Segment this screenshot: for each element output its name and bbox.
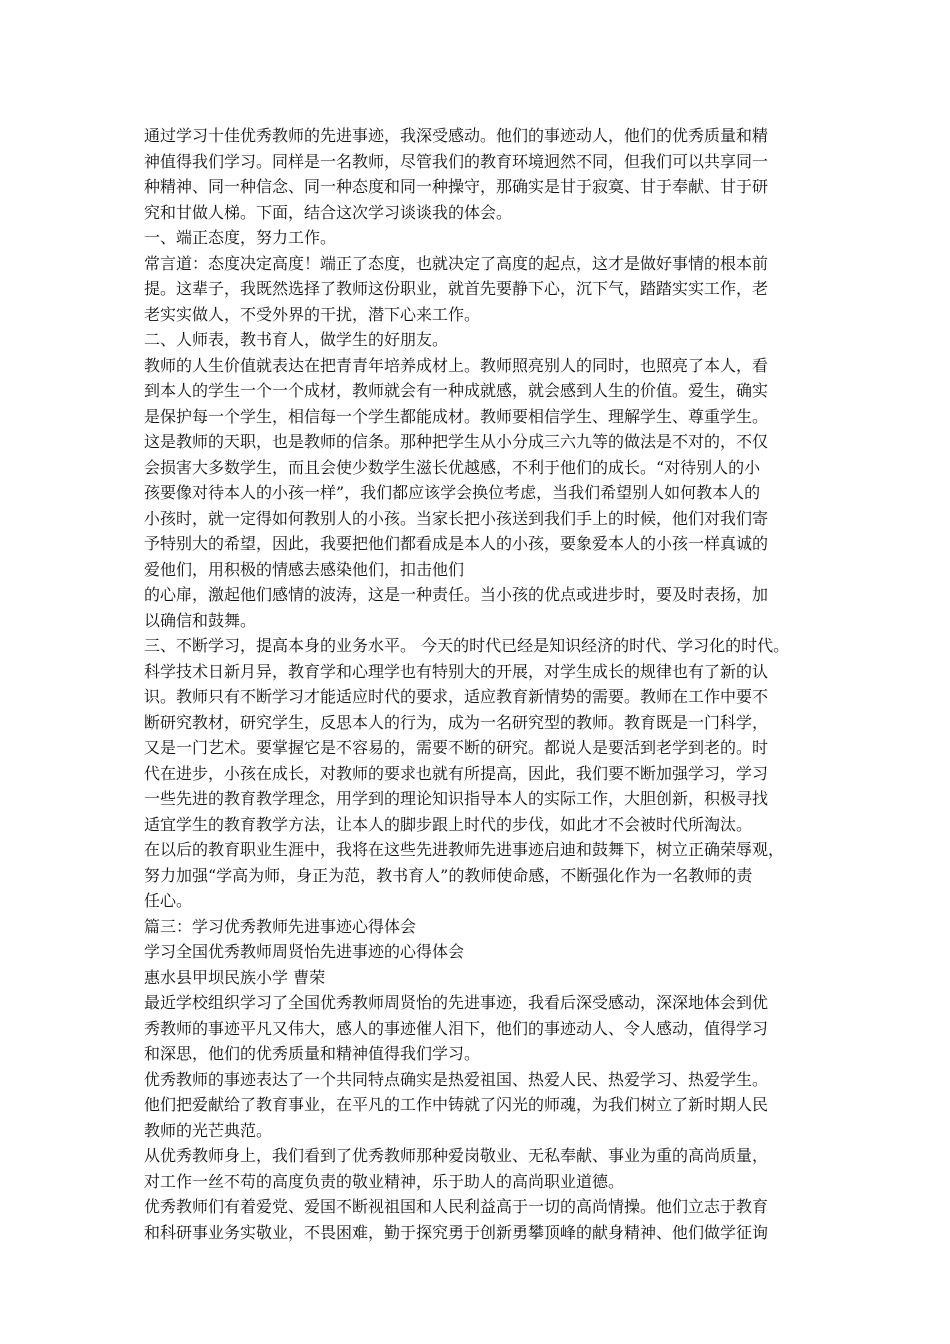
text-line: 科学技术日新月异，教育学和心理学也有特别大的开展，对学生成长的规律也有了新的认 bbox=[144, 661, 769, 681]
text-line: 又是一门艺术。要掌握它是不容易的，需要不断的研究。都说人是要活到老学到老的。时 bbox=[144, 738, 769, 757]
text-line: 努力加强“学高为师，身正为范，教书育人”的教师使命感，不断强化作为一名教师的责 bbox=[144, 865, 753, 885]
text-line: 提。这辈子，我既然选择了教师这份职业，就首先要静下心，沉下气，踏踏实实工作，老 bbox=[144, 279, 769, 298]
text-line: 种精神、同一种信念、同一种态度和同一种操守，那确实是甘于寂寞、甘于奉献、甘于研 bbox=[144, 177, 769, 196]
text-line: 的心扉，激起他们感情的波涛，这是一种责任。当小孩的优点或进步时，要及时表扬，加 bbox=[144, 585, 769, 604]
text-line: 神值得我们学习。同样是一名教师，尽管我们的教育环境迥然不同，但我们可以共享同一 bbox=[144, 151, 769, 171]
text-line: 究和甘做人梯。下面，结合这次学习谈谈我的体会。 bbox=[144, 202, 513, 222]
article-title: 篇三：学习优秀教师先进事迹心得体会 bbox=[144, 916, 417, 936]
text-line: 老实实做人，不受外界的干扰，潜下心来工作。 bbox=[144, 304, 481, 324]
text-line: 从优秀教师身上，我们看到了优秀教师那种爱岗敬业、无私奉献、事业为重的高尚质量， bbox=[144, 1146, 769, 1165]
text-line: 优秀教师们有着爱党、爱国不断视祖国和人民利益高于一切的高尚情操。他们立志于教育 bbox=[144, 1197, 769, 1216]
text-line: 任心。 bbox=[144, 891, 193, 910]
text-line: 常言道：态度决定高度！端正了态度，也就决定了高度的起点，这才是做好事情的根本前 bbox=[144, 253, 769, 273]
text-line: 教师的光芒典范。 bbox=[144, 1120, 273, 1140]
text-line: 对工作一丝不苟的高度负责的敬业精神，乐于助人的高尚职业道德。 bbox=[144, 1171, 625, 1191]
text-line: 通过学习十佳优秀教师的先进事迹，我深受感动。他们的事迹动人，他们的优秀质量和精 bbox=[144, 126, 769, 145]
text-line: 和科研事业务实敬业，不畏困难，勤于探究勇于创新勇攀顶峰的献身精神、他们做学征询 bbox=[144, 1222, 769, 1242]
text-line: 在以后的教育职业生涯中，我将在这些先进教师先进事迹启迪和鼓舞下，树立正确荣辱观， bbox=[144, 840, 785, 859]
section-heading: 一、端正态度，努力工作。 bbox=[144, 228, 337, 247]
text-line: 教师的人生价值就表达在把青青年培养成材上。教师照亮别人的同时，也照亮了本人，看 bbox=[144, 355, 769, 375]
text-line: 最近学校组织学习了全国优秀教师周贤怡的先进事迹，我看后深受感动，深深地体会到优 bbox=[144, 993, 769, 1012]
text-line: 一些先进的教育教学理念，用学到的理论知识指导本人的实际工作，大胆创新，积极寻找 bbox=[144, 789, 769, 808]
text-line: 这是教师的天职，也是教师的信条。那种把学生从小分成三六九等的做法是不对的，不仅 bbox=[144, 432, 769, 451]
section-heading: 三、不断学习，提高本身的业务水平。 今天的时代已经是知识经济的时代、学习化的时代。 bbox=[144, 636, 790, 655]
text-line: 适宜学生的教育教学方法，让本人的脚步跟上时代的步伐，如此才不会被时代所淘汰。 bbox=[144, 814, 753, 834]
text-line: 以确信和鼓舞。 bbox=[144, 610, 257, 630]
text-line: 代在进步，小孩在成长，对教师的要求也就有所提高，因此，我们要不断加强学习，学习 bbox=[144, 763, 769, 783]
document-page bbox=[144, 123, 824, 1245]
text-line: 断研究教材，研究学生，反思本人的行为，成为一名研究型的教师。教育既是一门科学， bbox=[144, 712, 769, 732]
text-line: 识。教师只有不断学习才能适应时代的要求，适应教育新情势的需要。教师在工作中要不 bbox=[144, 687, 769, 706]
author-line: 惠水县甲坝民族小学 曹荣 bbox=[144, 967, 326, 987]
text-line: 他们把爱献给了教育事业，在平凡的工作中铸就了闪光的师魂，为我们树立了新时期人民 bbox=[144, 1095, 769, 1114]
text-line: 秀教师的事迹平凡又伟大，感人的事迹催人泪下，他们的事迹动人、令人感动，值得学习 bbox=[144, 1018, 769, 1038]
text-line: 小孩时，就一定得如何教别人的小孩。当家长把小孩送到我们手上的时候，他们对我们寄 bbox=[144, 508, 769, 528]
article-subtitle: 学习全国优秀教师周贤怡先进事迹的心得体会 bbox=[144, 942, 465, 961]
text-line: 优秀教师的事迹表达了一个共同特点确实是热爱祖国、热爱人民、热爱学习、热爱学生。 bbox=[144, 1069, 769, 1089]
text-line: 孩要像对待本人的小孩一样”，我们都应该学会换位考虑，当我们希望别人如何教本人的 bbox=[144, 483, 761, 502]
text-line: 到本人的学生一个一个成材，教师就会有一种成就感，就会感到人生的价值。爱生，确实 bbox=[144, 381, 769, 400]
section-heading: 二、人师表，教书育人，做学生的好朋友。 bbox=[144, 330, 449, 349]
text-line: 是保护每一个学生，相信每一个学生都能成材。教师要相信学生、理解学生、尊重学生。 bbox=[144, 406, 769, 426]
text-line: 和深思，他们的优秀质量和精神值得我们学习。 bbox=[144, 1044, 481, 1063]
text-line: 会损害大多数学生，而且会使少数学生滋长优越感，不利于他们的成长。“对待别人的小 bbox=[144, 457, 761, 477]
text-line: 予特别大的希望，因此，我要把他们都看成是本人的小孩，要象爱本人的小孩一样真诚的 bbox=[144, 534, 769, 553]
text-line: 爱他们，用积极的情感去感染他们，扣击他们 bbox=[144, 559, 465, 579]
